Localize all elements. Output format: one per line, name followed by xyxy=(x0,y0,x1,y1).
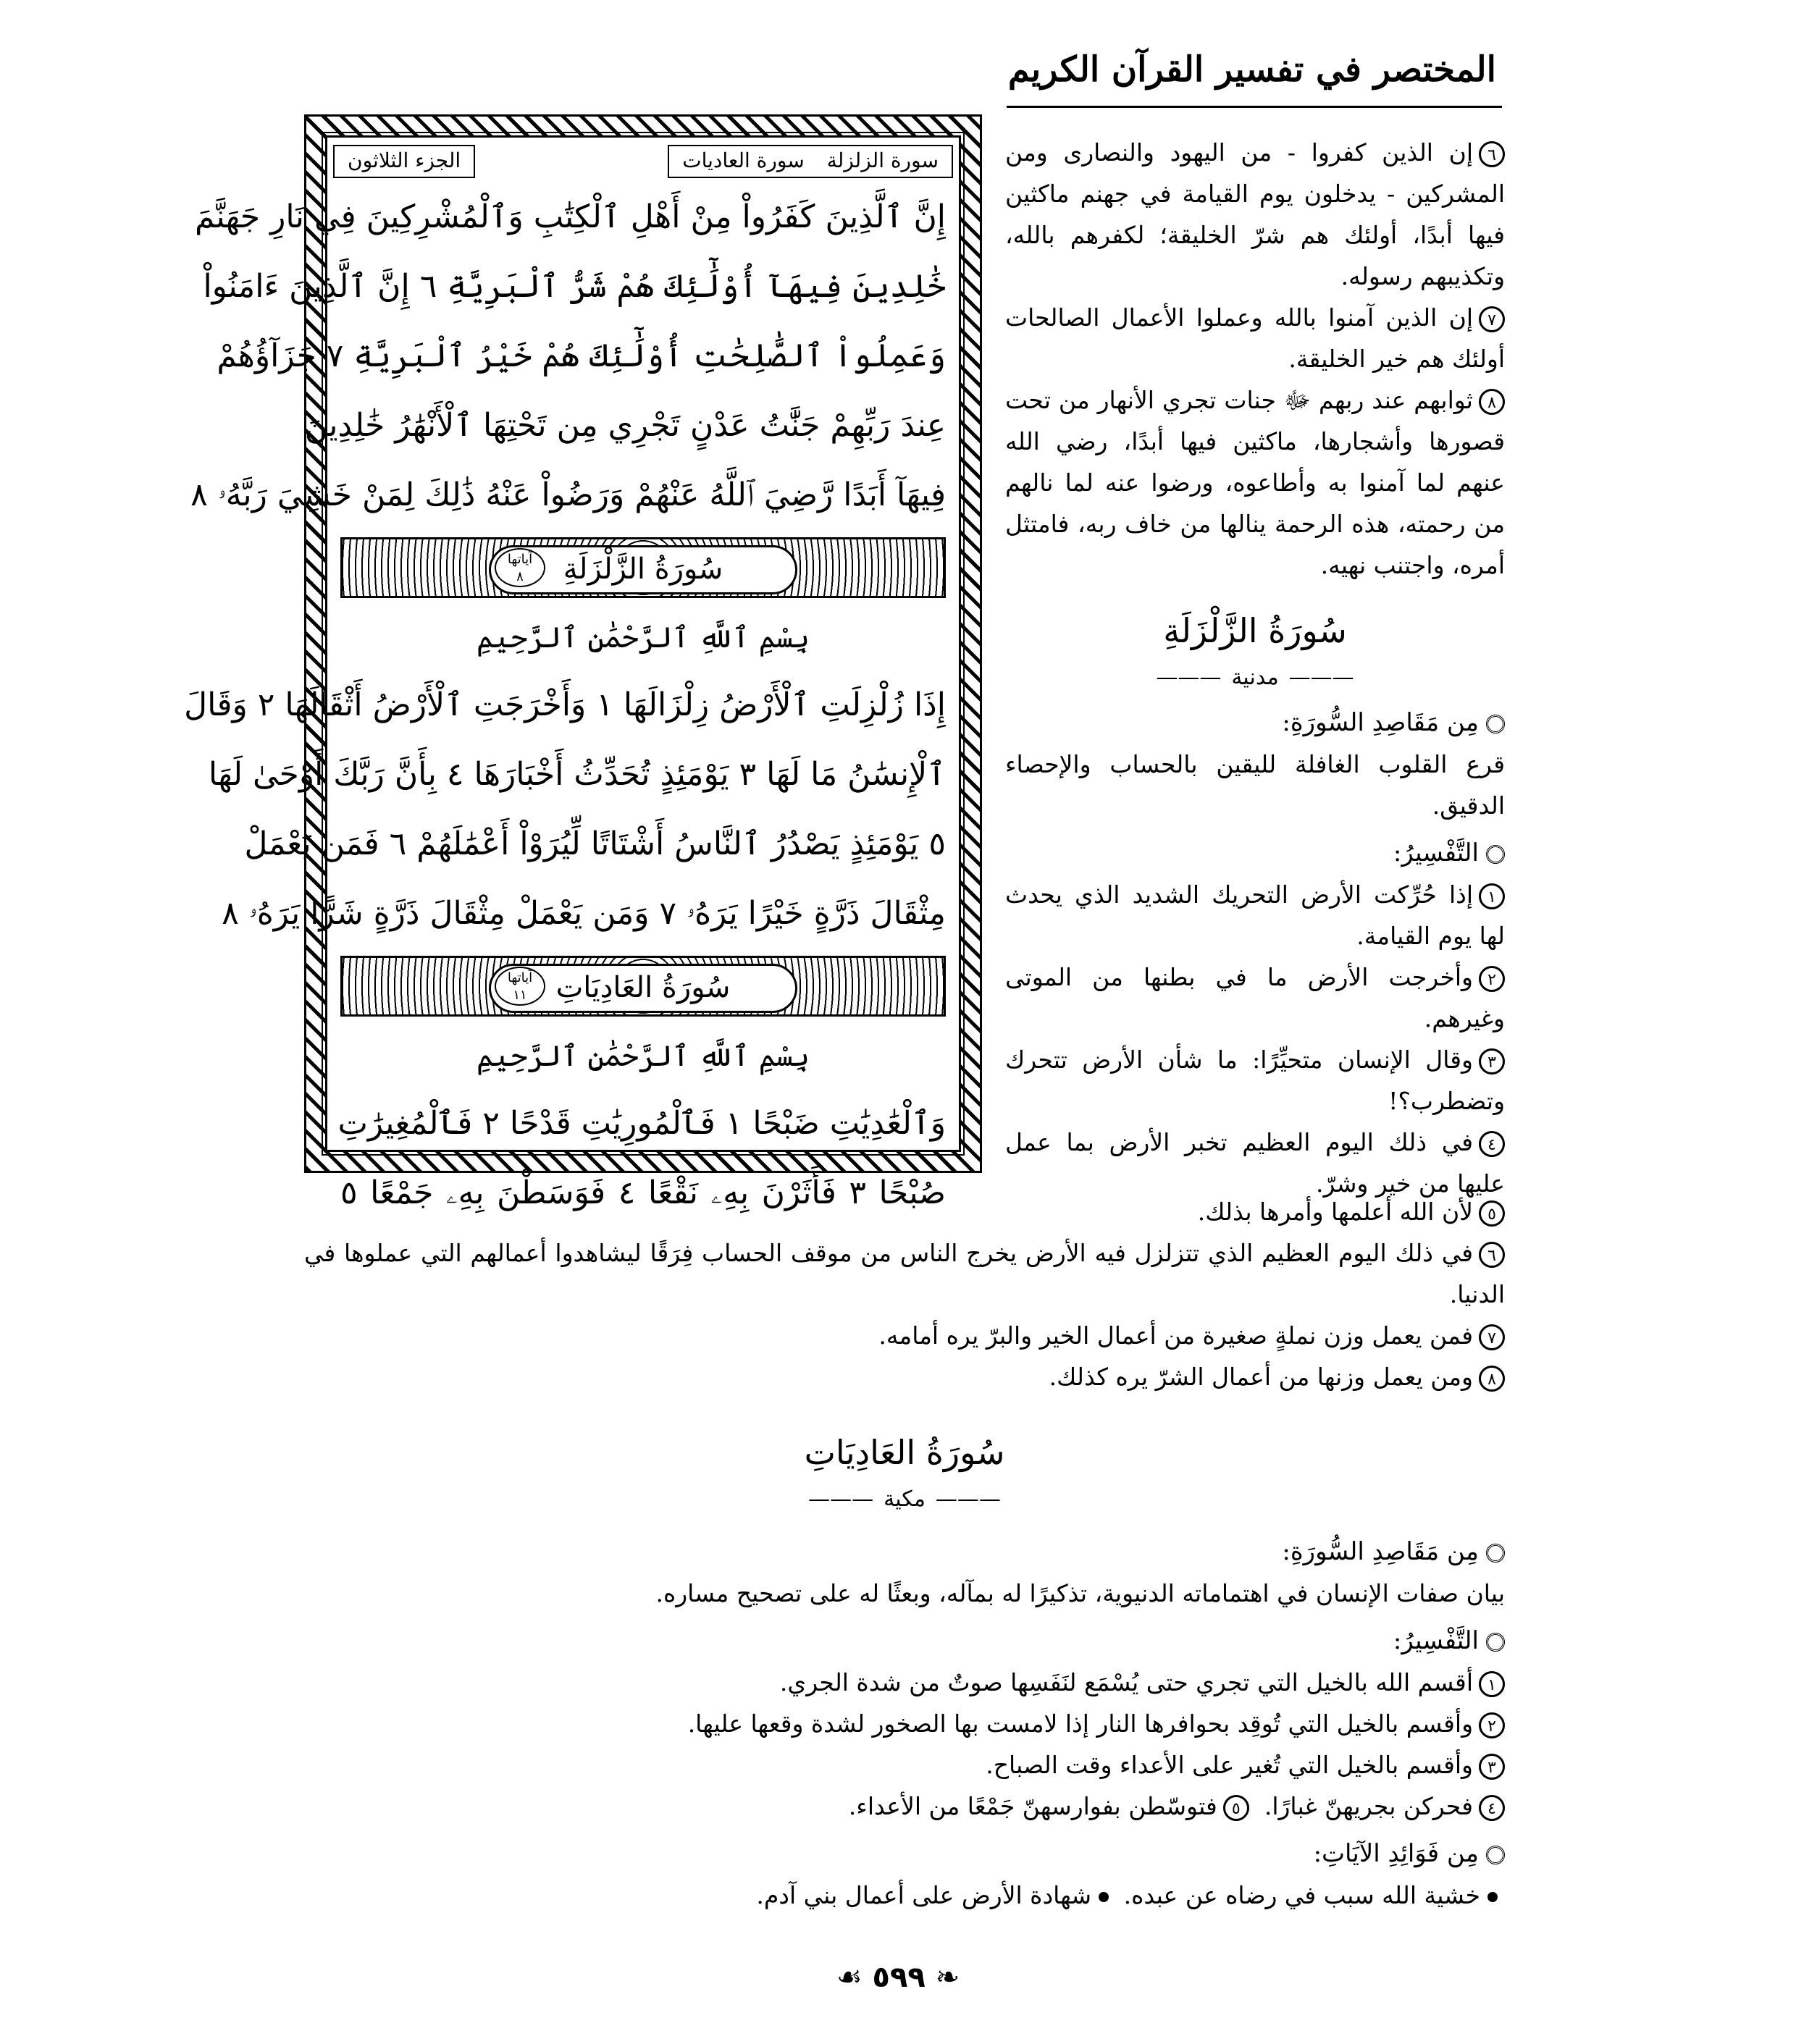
tafsir-text: وأخرجت الأرض ما في بطنها من الموتى وغيرهم. xyxy=(1005,963,1505,1032)
fawaid-heading xyxy=(304,1833,1505,1875)
tafsir-text: فمن يعمل وزن نملةٍ صغيرة من أعمال الخير والبرّ يره أمامه. xyxy=(878,1321,1473,1350)
page-number xyxy=(0,1961,1796,1994)
ayah-line: صُبْحًا ٣ فَأَثَرْنَ بِهِۦ نَقْعًا ٤ فَوَسَطْنَ بِهِۦ جَمْعًا ٥ xyxy=(340,1174,946,1211)
ayat-label: آياتها xyxy=(507,552,533,567)
surah-name: سُورَةُ الزَّلْزَلَةِ xyxy=(489,545,797,594)
bullet-icon xyxy=(1099,1892,1109,1902)
surah-title-block xyxy=(1005,602,1505,696)
tafsir-paragraph xyxy=(304,1744,1505,1786)
tafsir-text: فحركن بجريهنّ غبارًا. xyxy=(1264,1792,1473,1820)
maqasid-text: بيان صفات الإنسان في اهتماماته الدنيوية، تذكيرًا له بمآله، وبعثًا له على تصحيح مساره. xyxy=(655,1579,1505,1607)
tafsir-heading xyxy=(1005,832,1505,874)
page-header xyxy=(1007,36,1502,108)
juz-label: الجزء الثلاثون xyxy=(333,145,475,178)
mushaf-inner xyxy=(184,135,961,1211)
ayah-number: ٢ xyxy=(1479,966,1505,992)
tafsir-text: إن الذين آمنوا بالله وعملوا الأعمال الصالحات أولئك هم خير الخليقة. xyxy=(1005,303,1505,373)
ayah-number: ١ xyxy=(1479,883,1505,909)
rosette-icon xyxy=(1486,715,1505,733)
surah-label: سورة العاديات xyxy=(682,148,805,172)
tafsir-heading xyxy=(304,1620,1505,1662)
revelation-type: ——— مدنية ——— xyxy=(1005,660,1505,696)
tafsir-text: وأقسم بالخيل التي تُغير على الأعداء وقت الصباح. xyxy=(986,1751,1473,1779)
ayat-count: ٨ xyxy=(516,569,524,584)
fawaid-item: خشية الله سبب في رضاه عن عبده. xyxy=(1123,1881,1480,1909)
tafsir-paragraph xyxy=(304,1232,1505,1315)
ayah-number: ٥ xyxy=(1479,1200,1505,1227)
mushaf-frame xyxy=(184,114,982,1211)
ayah-line: مِثْقَالَ ذَرَّةٍ خَيْرًا يَرَهُۥ ٧ وَمَن يَعْمَلْ مِثْقَالَ ذَرَّةٍ شَرًّا يَرَهُۥ ٨ xyxy=(222,895,946,932)
tafsir-text: إذا حُرِّكت الأرض التحريك الشديد الذي يحدث لها يوم القيامة. xyxy=(1005,880,1505,950)
tafsir-paragraph xyxy=(304,1315,1505,1356)
tafsir-text: ومن يعمل وزنها من أعمال الشرّ يره كذلك. xyxy=(1049,1363,1473,1391)
rosette-icon xyxy=(1486,1846,1505,1864)
tafsir-paragraph xyxy=(304,1703,1505,1744)
fawaid-item: شهادة الأرض على أعمال بني آدم. xyxy=(756,1881,1092,1909)
ayat-label: آياتها xyxy=(507,970,533,985)
ayah-number: ٧ xyxy=(1479,306,1505,332)
ayat-count-badge xyxy=(495,548,545,587)
surah-title: سُورَةُ العَادِيَاتِ xyxy=(804,1433,1005,1472)
surah-label: سورة الزلزلة xyxy=(826,148,939,172)
ayah-number: ٧ xyxy=(1479,1324,1505,1350)
basmala: بِسْمِ ٱللَّهِ ٱلرَّحْمَٰنِ ٱلرَّحِيمِ xyxy=(476,621,810,655)
tafsir-text: وقال الإنسان متحيِّرًا: ما شأن الأرض تتحرك وتضطرب؟! xyxy=(1005,1046,1505,1115)
tafsir-paragraph xyxy=(1005,379,1505,586)
tafsir-paragraph xyxy=(1005,132,1505,297)
surah-labels xyxy=(668,145,953,178)
tafsir-text: أقسم الله بالخيل التي تجري حتى يُسْمَع لنَفَسِها صوتٌ من شدة الجري. xyxy=(779,1668,1473,1696)
tafsir-paragraph xyxy=(1005,874,1505,956)
ayah-line: عِندَ رَبِّهِمْ جَنَّٰتُ عَدْنٍ تَجْرِي مِن تَحْتِهَا ٱلْأَنْهَٰرُ خَٰلِدِينَ xyxy=(304,407,946,444)
ayah-number: ٢ xyxy=(1479,1712,1505,1738)
ayah-number: ٣ xyxy=(1479,1048,1505,1074)
tafsir-paragraph xyxy=(304,1662,1505,1703)
ayah-line: وَعَمِلُواْ ٱلصَّٰلِحَٰتِ أُوْلَٰٓئِكَ هُمْ خَيْرُ ٱلْبَرِيَّةِ ٧ جَزَآؤُهُمْ xyxy=(217,337,946,374)
tafsir-paragraph xyxy=(1005,297,1505,379)
revelation-type: ——— مكية ——— xyxy=(304,1481,1505,1518)
ayah-line: ٱلْإِنسَٰنُ مَا لَهَا ٣ يَوْمَئِذٍ تُحَدِّثُ أَخْبَارَهَا ٤ بِأَنَّ رَبَّكَ أَوْحَىٰ لَهَا xyxy=(208,756,946,793)
rosette-icon xyxy=(1486,1544,1505,1563)
frame-header xyxy=(333,143,953,180)
surah-banner-zalzalah xyxy=(340,537,946,598)
page-number-value: ٥٩٩ xyxy=(872,1961,926,1994)
ayah-number: ٣ xyxy=(1479,1754,1505,1780)
ayah-number: ١ xyxy=(1479,1671,1505,1697)
surah-banner-adiyat xyxy=(340,956,946,1017)
tafsir-text: إن الذين كفروا - من اليهود والنصارى ومن المشركين - يدخلون يوم القيامة في جهنم ماكثين فيها أبدًا، أولئك هم شرّ الخليقة؛ لكفرهم بالله، وتكذيبهم رسوله. xyxy=(1005,138,1505,290)
tafsir-text: ثوابهم عند ربهم ﷻ جنات تجري الأنهار من تحت قصورها وأشجارها، ماكثين فيها أبدًا، رضي الله عنهم لما آمنوا به وأطاعوه، ورضوا عنه لما نالهم من رحمته، هذه الرحمة ينالها من خاف ربه، فامتثل أمره، واجتنب نهيه. xyxy=(1005,386,1505,579)
book-title: المختصر في تفسير القرآن الكريم xyxy=(1007,49,1496,90)
ayah-line: وَٱلْعَٰدِيَٰتِ ضَبْحًا ١ فَٱلْمُورِيَٰتِ قَدْحًا ٢ فَٱلْمُغِيرَٰتِ xyxy=(337,1105,946,1142)
ayat-count: ١١ xyxy=(513,988,527,1003)
surah-title: سُورَةُ الزَّلْزَلَةِ xyxy=(1163,611,1347,650)
tafsir-heading-text: التَّفْسِيرُ: xyxy=(1393,1626,1479,1655)
rosette-icon xyxy=(1486,1633,1505,1652)
tafsir-paragraph xyxy=(1005,956,1505,1039)
ayah-line: إِنَّ ٱلَّذِينَ كَفَرُواْ مِنْ أَهْلِ ٱلْكِتَٰبِ وَٱلْمُشْرِكِينَ فِي نَارِ جَهَنَّمَ xyxy=(195,198,946,235)
tafsir-column xyxy=(1005,132,1505,1204)
ayah-number: ٦ xyxy=(1479,141,1505,167)
tafsir-text: في ذلك اليوم العظيم الذي تتزلزل فيه الأرض يخرج الناس من موقف الحساب فِرَقًا ليشاهدوا أعمالهم التي عملوها في الدنيا. xyxy=(304,1239,1505,1308)
basmala: بِسْمِ ٱللَّهِ ٱلرَّحْمَٰنِ ٱلرَّحِيمِ xyxy=(476,1040,810,1073)
tafsir-heading-text: التَّفْسِيرُ: xyxy=(1393,838,1479,867)
maqasid-heading-text: مِن مَقَاصِدِ السُّورَةِ: xyxy=(1282,1537,1479,1566)
tafsir-paragraph xyxy=(1005,1039,1505,1122)
ayah-number: ٦ xyxy=(1479,1242,1505,1268)
full-width-tafsir xyxy=(304,1191,1505,1916)
tafsir-paragraph xyxy=(304,1356,1505,1397)
tafsir-text: في ذلك اليوم العظيم تخبر الأرض بما عمل عليها من خير وشرّ. xyxy=(1005,1128,1505,1198)
maqasid-heading xyxy=(304,1531,1505,1573)
ayah-line: إِذَا زُلْزِلَتِ ٱلْأَرْضُ زِلْزَالَهَا ١ وَأَخْرَجَتِ ٱلْأَرْضُ أَثْقَالَهَا ٢ وَقَالَ xyxy=(184,686,946,723)
tafsir-paragraph xyxy=(304,1786,1505,1827)
fawaid-heading-text: مِن فَوَائِدِ الآيَاتِ: xyxy=(1313,1839,1479,1868)
ayah-number: ٤ xyxy=(1479,1131,1505,1157)
ayah-line: ٥ يَوْمَئِذٍ يَصْدُرُ ٱلنَّاسُ أَشْتَاتًا لِّيُرَوْاْ أَعْمَٰلَهُمْ ٦ فَمَن يَعْمَلْ xyxy=(244,825,946,862)
ayah-number: ٨ xyxy=(1479,1366,1505,1392)
ornament-icon: ❧ xyxy=(935,1961,960,1994)
rosette-icon xyxy=(1486,845,1505,864)
ayah-line: فِيهَآ أَبَدًا رَّضِيَ ٱللَّهُ عَنْهُمْ وَرَضُواْ عَنْهُ ذَٰلِكَ لِمَنْ خَشِيَ رَبَّهُۥ ٨ xyxy=(190,476,946,513)
fawaid-list xyxy=(304,1875,1505,1916)
tafsir-text: فتوسّطن بفوارسهنّ جَمْعًا من الأعداء. xyxy=(848,1792,1217,1820)
surah-title-block xyxy=(304,1423,1505,1518)
ayah-number: ٤ xyxy=(1479,1795,1505,1821)
ornament-icon: ☙ xyxy=(836,1961,863,1994)
mushaf-lines xyxy=(184,182,946,1228)
ayah-number: ٥ xyxy=(1223,1795,1249,1821)
surah-name: سُورَةُ العَادِيَاتِ xyxy=(489,964,797,1013)
tafsir-text: لأن الله أعلمها وأمرها بذلك. xyxy=(1197,1198,1473,1226)
maqasid-text: قرع القلوب الغافلة لليقين بالحساب والإحصاء الدقيق. xyxy=(1005,750,1505,820)
ayah-number: ٨ xyxy=(1479,389,1505,415)
tafsir-text: وأقسم بالخيل التي تُوقِد بحوافرها النار إذا لامست بها الصخور لشدة وقعها عليها. xyxy=(687,1709,1473,1738)
maqasid-heading-text: مِن مَقَاصِدِ السُّورَةِ: xyxy=(1282,708,1479,737)
bullet-icon xyxy=(1487,1892,1498,1902)
ayat-count-badge xyxy=(495,967,545,1006)
tafsir-paragraph xyxy=(304,1191,1505,1232)
maqasid-heading xyxy=(1005,702,1505,744)
ayah-line: خَٰلِدِينَ فِيهَآ أُوْلَٰٓئِكَ هُمْ شَرُّ ٱلْبَرِيَّةِ ٦ إِنَّ ٱلَّذِينَ ءَامَنُواْ xyxy=(203,268,946,305)
